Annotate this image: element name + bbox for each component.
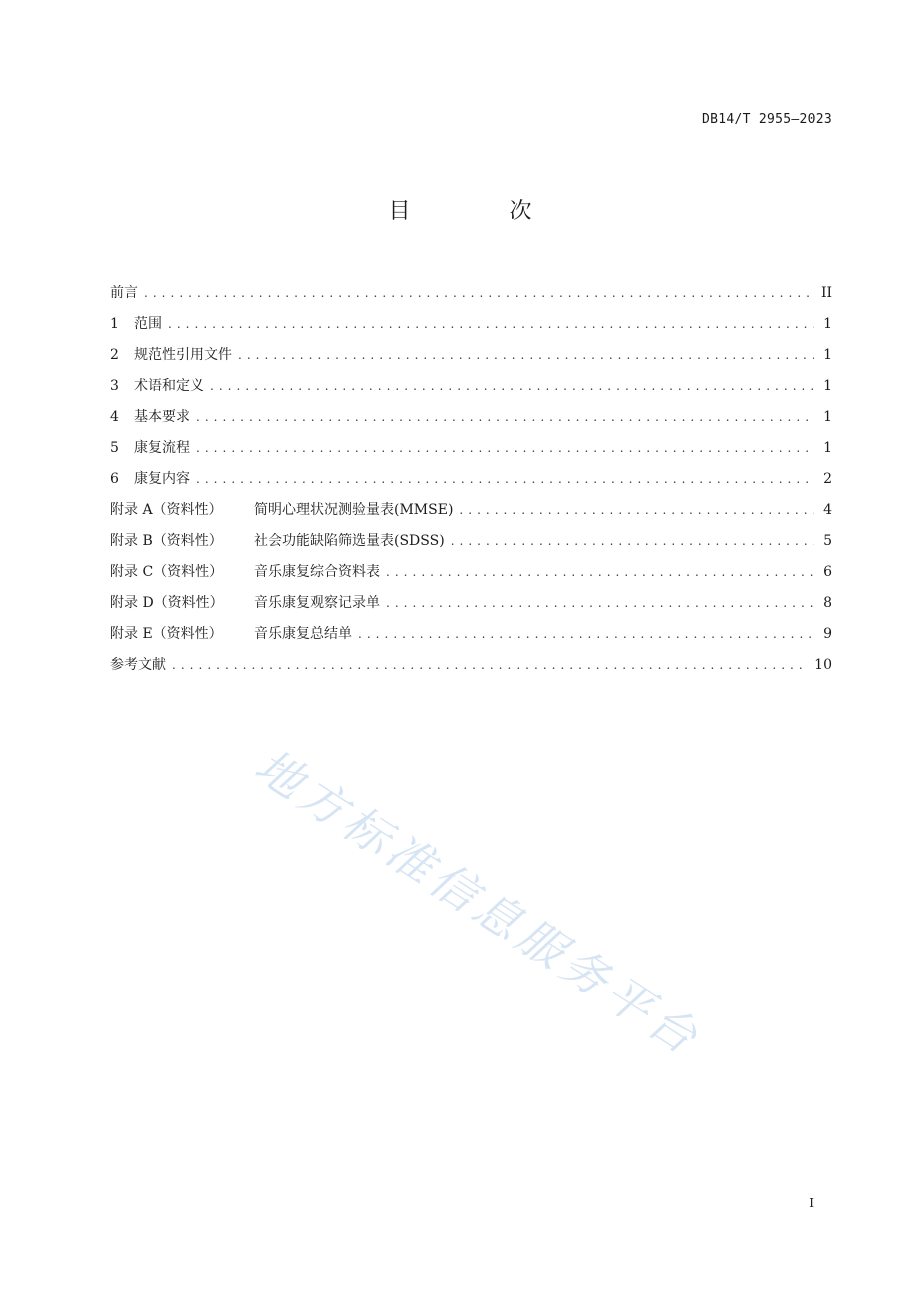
toc-entry-scope[interactable] [110, 307, 832, 338]
toc-leader-dots [172, 651, 808, 679]
toc-entry-page: 10 [814, 657, 832, 673]
toc-leader-dots [168, 310, 814, 338]
toc-entry-appendix-b[interactable] [110, 524, 832, 555]
toc-entry-page: 1 [823, 378, 832, 394]
toc-entry-rehab-content[interactable] [110, 462, 832, 493]
toc-entry-label: 术语和定义 [134, 378, 204, 394]
page-number: I [809, 1196, 814, 1210]
toc-entry-label: 康复流程 [134, 440, 190, 456]
toc-entry-number: 2 [110, 347, 119, 363]
toc-leader-dots [459, 496, 814, 524]
toc-entry-label: 简明心理状况测验量表(MMSE) [254, 502, 454, 518]
toc-entry-label: 社会功能缺陷筛选量表(SDSS) [254, 533, 445, 549]
toc-entry-page: 9 [823, 626, 832, 642]
toc-entry-number: 1 [110, 316, 119, 332]
toc-entry-page: 5 [823, 533, 832, 549]
watermark-text: 地方标准信息服务平台 [245, 738, 712, 1067]
toc-entry-page: 4 [823, 502, 832, 518]
toc-entry-number: 4 [110, 409, 119, 425]
toc-entry-number: 5 [110, 440, 119, 456]
toc-entry-appendix-d[interactable] [110, 586, 832, 617]
toc-entry-number: 3 [110, 378, 119, 394]
toc-entry-terms-definitions[interactable] [110, 369, 832, 400]
table-of-contents [110, 276, 832, 679]
toc-entry-label: 基本要求 [134, 409, 190, 425]
toc-leader-dots [196, 434, 814, 462]
toc-entry-label: 范围 [134, 316, 162, 332]
toc-entry-normative-references[interactable] [110, 338, 832, 369]
toc-entry-label: 参考文献 [110, 657, 166, 673]
toc-entry-label: 规范性引用文件 [134, 347, 232, 363]
toc-entry-page: II [820, 285, 832, 301]
toc-entry-appendix-prefix: 附录 D（资料性） [110, 595, 224, 611]
page-title: 目 次 [388, 199, 578, 224]
toc-entry-rehab-process[interactable] [110, 431, 832, 462]
toc-entry-appendix-prefix: 附录 C（资料性） [110, 564, 224, 580]
toc-entry-page: 8 [823, 595, 832, 611]
toc-entry-page: 6 [823, 564, 832, 580]
toc-entry-label: 音乐康复综合资料表 [254, 564, 380, 580]
toc-leader-dots [238, 341, 814, 369]
toc-entry-basic-requirements[interactable] [110, 400, 832, 431]
toc-entry-page: 1 [823, 347, 832, 363]
toc-leader-dots [196, 403, 814, 431]
toc-entry-label: 音乐康复总结单 [254, 626, 352, 642]
toc-entry-appendix-prefix: 附录 A（资料性） [110, 502, 223, 518]
toc-leader-dots [144, 279, 814, 307]
toc-entry-foreword[interactable] [110, 276, 832, 307]
toc-entry-appendix-c[interactable] [110, 555, 832, 586]
toc-entry-page: 1 [823, 440, 832, 456]
toc-entry-appendix-prefix: 附录 E（资料性） [110, 626, 223, 642]
toc-entry-appendix-prefix: 附录 B（资料性） [110, 533, 223, 549]
toc-entry-label: 音乐康复观察记录单 [254, 595, 380, 611]
toc-entry-label: 前言 [110, 285, 138, 301]
document-code: DB14/T 2955—2023 [701, 112, 832, 127]
toc-leader-dots [451, 527, 814, 555]
toc-entry-bibliography[interactable] [110, 648, 832, 679]
toc-leader-dots [386, 558, 814, 586]
toc-entry-page: 1 [823, 316, 832, 332]
toc-entry-page: 1 [823, 409, 832, 425]
toc-entry-number: 6 [110, 471, 119, 487]
toc-leader-dots [386, 589, 814, 617]
toc-leader-dots [358, 620, 814, 648]
toc-entry-appendix-a[interactable] [110, 493, 832, 524]
toc-leader-dots [210, 372, 814, 400]
toc-leader-dots [196, 465, 814, 493]
toc-entry-page: 2 [823, 471, 832, 487]
toc-entry-appendix-e[interactable] [110, 617, 832, 648]
toc-entry-label: 康复内容 [134, 471, 190, 487]
